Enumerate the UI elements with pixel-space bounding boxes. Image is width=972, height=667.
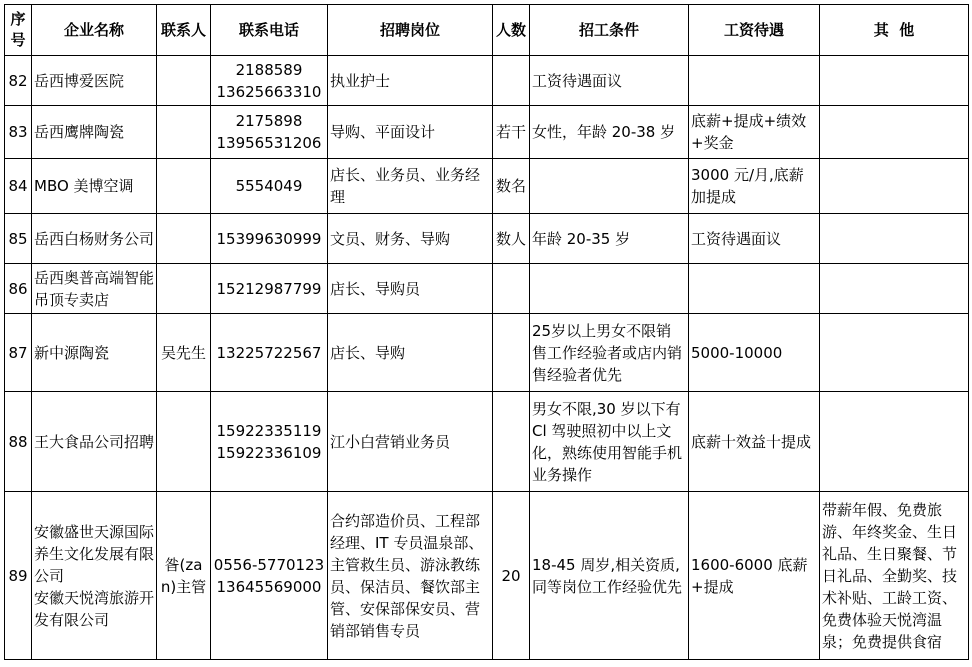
row-conditions: 18-45 周岁,相关资质,同等岗位工作经验优先 [530, 492, 689, 660]
row-other [820, 159, 969, 214]
phone-line: 2188589 [235, 60, 303, 79]
table-row [5, 214, 969, 264]
table-row [5, 392, 969, 492]
header-phone: 联系电话 [211, 5, 328, 56]
row-contact [157, 56, 211, 106]
row-phone [211, 56, 328, 106]
phone-line: 15922336109 [216, 443, 322, 462]
row-count [493, 56, 530, 106]
row-contact: 昝(zan)主管 [157, 492, 211, 660]
row-count [493, 392, 530, 492]
row-other [820, 392, 969, 492]
row-count [493, 264, 530, 314]
row-company: 岳西博爱医院 [32, 56, 157, 106]
header-contact: 联系人 [157, 5, 211, 56]
row-salary: 工资待遇面议 [689, 214, 820, 264]
phone-line: 15922335119 [216, 421, 322, 440]
table-row [5, 106, 969, 159]
row-phone: 13225722567 [211, 314, 328, 392]
row-position: 店长、导购员 [328, 264, 493, 314]
row-contact [157, 264, 211, 314]
phone-line: 0556-5770123 [213, 555, 325, 574]
row-position: 店长、业务员、业务经理 [328, 159, 493, 214]
row-no: 83 [5, 106, 32, 159]
row-other [820, 56, 969, 106]
phone-line: 2175898 [235, 112, 303, 130]
row-contact [157, 159, 211, 214]
table-row [5, 159, 969, 214]
recruitment-table [4, 4, 969, 660]
row-conditions: 女性，年龄 20-38 岁 [530, 106, 689, 159]
row-conditions: 男女不限,30 岁以下有 Cl 驾驶照初中以上文化，熟练使用智能手机业务操作 [530, 392, 689, 492]
table-row [5, 492, 969, 660]
row-salary: 5000-10000 [689, 314, 820, 392]
row-phone: 15212987799 [211, 264, 328, 314]
row-conditions [530, 159, 689, 214]
row-phone [211, 392, 328, 492]
row-company: 岳西鹰牌陶瓷 [32, 106, 157, 159]
row-count: 20 [493, 492, 530, 660]
row-no: 87 [5, 314, 32, 392]
header-conditions: 招工条件 [530, 5, 689, 56]
row-conditions: 25岁以上男女不限销售工作经验者或店内销售经验者优先 [530, 314, 689, 392]
row-count: 若干 [493, 106, 530, 159]
row-count [493, 314, 530, 392]
header-company: 企业名称 [32, 5, 157, 56]
row-conditions [530, 264, 689, 314]
row-position: 导购、平面设计 [328, 106, 493, 159]
row-other [820, 314, 969, 392]
row-company: 岳西白杨财务公司 [32, 214, 157, 264]
row-position: 执业护士 [328, 56, 493, 106]
row-no: 88 [5, 392, 32, 492]
row-other [820, 106, 969, 159]
row-no: 85 [5, 214, 32, 264]
table-row [5, 314, 969, 392]
row-phone: 15399630999 [211, 214, 328, 264]
row-salary: 3000 元/月,底薪加提成 [689, 159, 820, 214]
row-position: 文员、财务、导购 [328, 214, 493, 264]
row-salary [689, 264, 820, 314]
row-other [820, 264, 969, 314]
row-company: 新中源陶瓷 [32, 314, 157, 392]
row-contact [157, 214, 211, 264]
phone-line: 13625663310 [216, 82, 322, 101]
header-count: 人数 [493, 5, 530, 56]
company-line: 安徽盛世天源国际养生文化发展有限公司 [34, 522, 155, 585]
header-other: 其 他 [820, 5, 969, 56]
header-no: 序号 [5, 5, 32, 56]
row-conditions: 工资待遇面议 [530, 56, 689, 106]
row-company: MBO 美博空调 [32, 159, 157, 214]
phone-line: 13956531206 [216, 134, 322, 152]
table-row [5, 264, 969, 314]
row-salary: 底薪十效益十提成 [689, 392, 820, 492]
header-salary: 工资待遇 [689, 5, 820, 56]
row-no: 89 [5, 492, 32, 660]
row-salary [689, 56, 820, 106]
row-contact: 吴先生 [157, 314, 211, 392]
row-other: 带薪年假、免费旅游、年终奖金、生日礼品、生日聚餐、节日礼品、全勤奖、技术补贴、工龄工资、免费体验天悦湾温泉；免费提供食宿 [820, 492, 969, 660]
row-phone [211, 106, 328, 159]
company-line: 安徽天悦湾旅游开发有限公司 [34, 588, 155, 629]
row-position: 合约部造价员、工程部经理、IT 专员温泉部、主管救生员、游泳教练员、保洁员、餐饮部主管、安保部保安员、营销部销售专员 [328, 492, 493, 660]
row-position: 江小白营销业务员 [328, 392, 493, 492]
header-position: 招聘岗位 [328, 5, 493, 56]
row-no: 82 [5, 56, 32, 106]
row-company [32, 492, 157, 660]
row-company: 王大食品公司招聘 [32, 392, 157, 492]
row-contact [157, 392, 211, 492]
phone-line: 13645569000 [216, 577, 322, 596]
row-company: 岳西奥普高端智能吊顶专卖店 [32, 264, 157, 314]
header-row [5, 5, 969, 56]
row-contact [157, 106, 211, 159]
row-no: 86 [5, 264, 32, 314]
row-other [820, 214, 969, 264]
row-phone: 5554049 [211, 159, 328, 214]
row-salary: 底薪+提成+绩效+奖金 [689, 106, 820, 159]
row-count: 数名 [493, 159, 530, 214]
row-count: 数人 [493, 214, 530, 264]
row-phone [211, 492, 328, 660]
table-row [5, 56, 969, 106]
row-salary: 1600-6000 底薪+提成 [689, 492, 820, 660]
row-no: 84 [5, 159, 32, 214]
row-conditions: 年龄 20-35 岁 [530, 214, 689, 264]
row-position: 店长、导购 [328, 314, 493, 392]
